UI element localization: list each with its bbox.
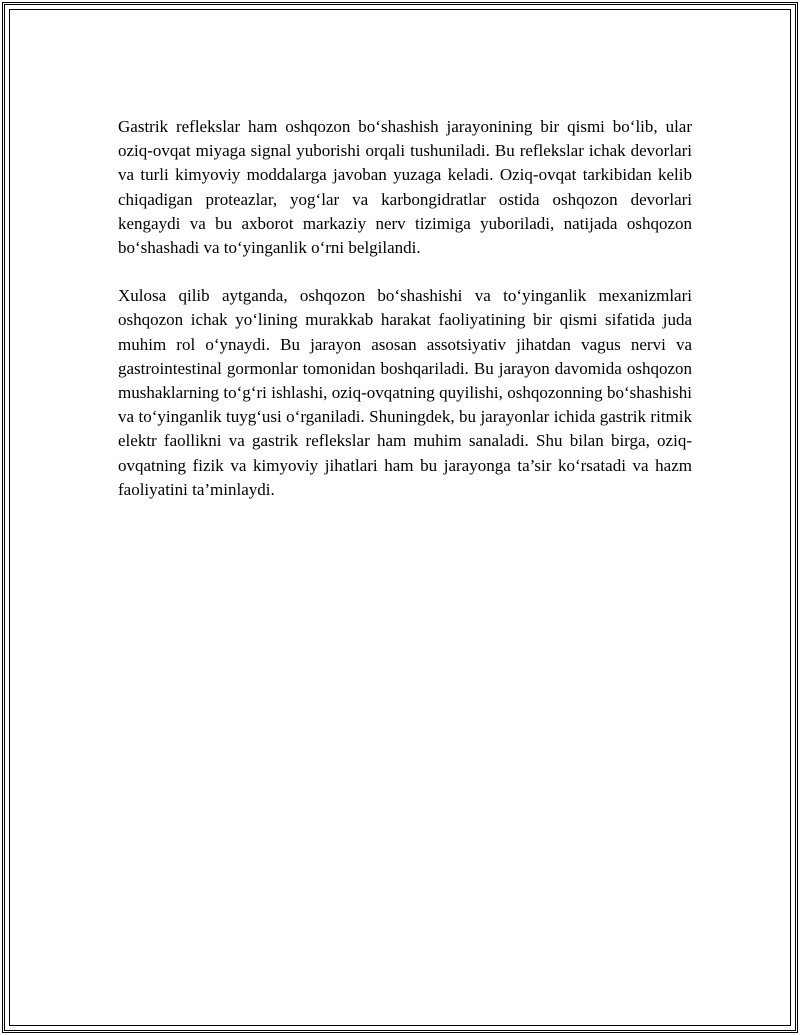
paragraph-conclusion: Xulosa qilib aytganda, oshqozon bo‘shashishi va to‘yinganlik mexanizmlari oshqozon ichak yo‘lining murakkab harakat faoliyatining bir qismi sifatida juda muhim rol o‘ynaydi. Bu jarayon asosan assotsiyativ jihatdan vagus nervi va gastrointestinal gormonlar tomonidan boshqariladi. Bu jarayon davomida oshqozon mushaklarning to‘g‘ri ishlashi, oziq-ovqatning quyilishi, oshqozonning bo‘shashishi va to‘yinganlik tuyg‘usi o‘rganiladi. Shuningdek, bu jarayonlar ichida gastrik ritmik elektr faollikni va gastrik reflekslar ham muhim sanaladi. Shu bilan birga, oziq-ovqatning fizik va kimyoviy jihatlari ham bu jarayonga ta’sir ko‘rsatadi va hazm faoliyatini ta’minlaydi. xyxy=(118,286,692,499)
document-body xyxy=(118,115,692,526)
paragraph-gastric-reflexes: Gastrik reflekslar ham oshqozon bo‘shashish jarayonining bir qismi bo‘lib, ular oziq-ovqat miyaga signal yuborishi orqali tushuniladi. Bu reflekslar ichak devorlari va turli kimyoviy moddalarga javoban yuzaga keladi. Oziq-ovqat tarkibidan kelib chiqadigan proteazlar, yog‘lar va karbongidratlar ostida oshqozon devorlari kengaydi va bu axborot markaziy nerv tizimiga yuboriladi, natijada oshqozon bo‘shashadi va to‘yinganlik o‘rni belgilandi. xyxy=(118,117,692,258)
